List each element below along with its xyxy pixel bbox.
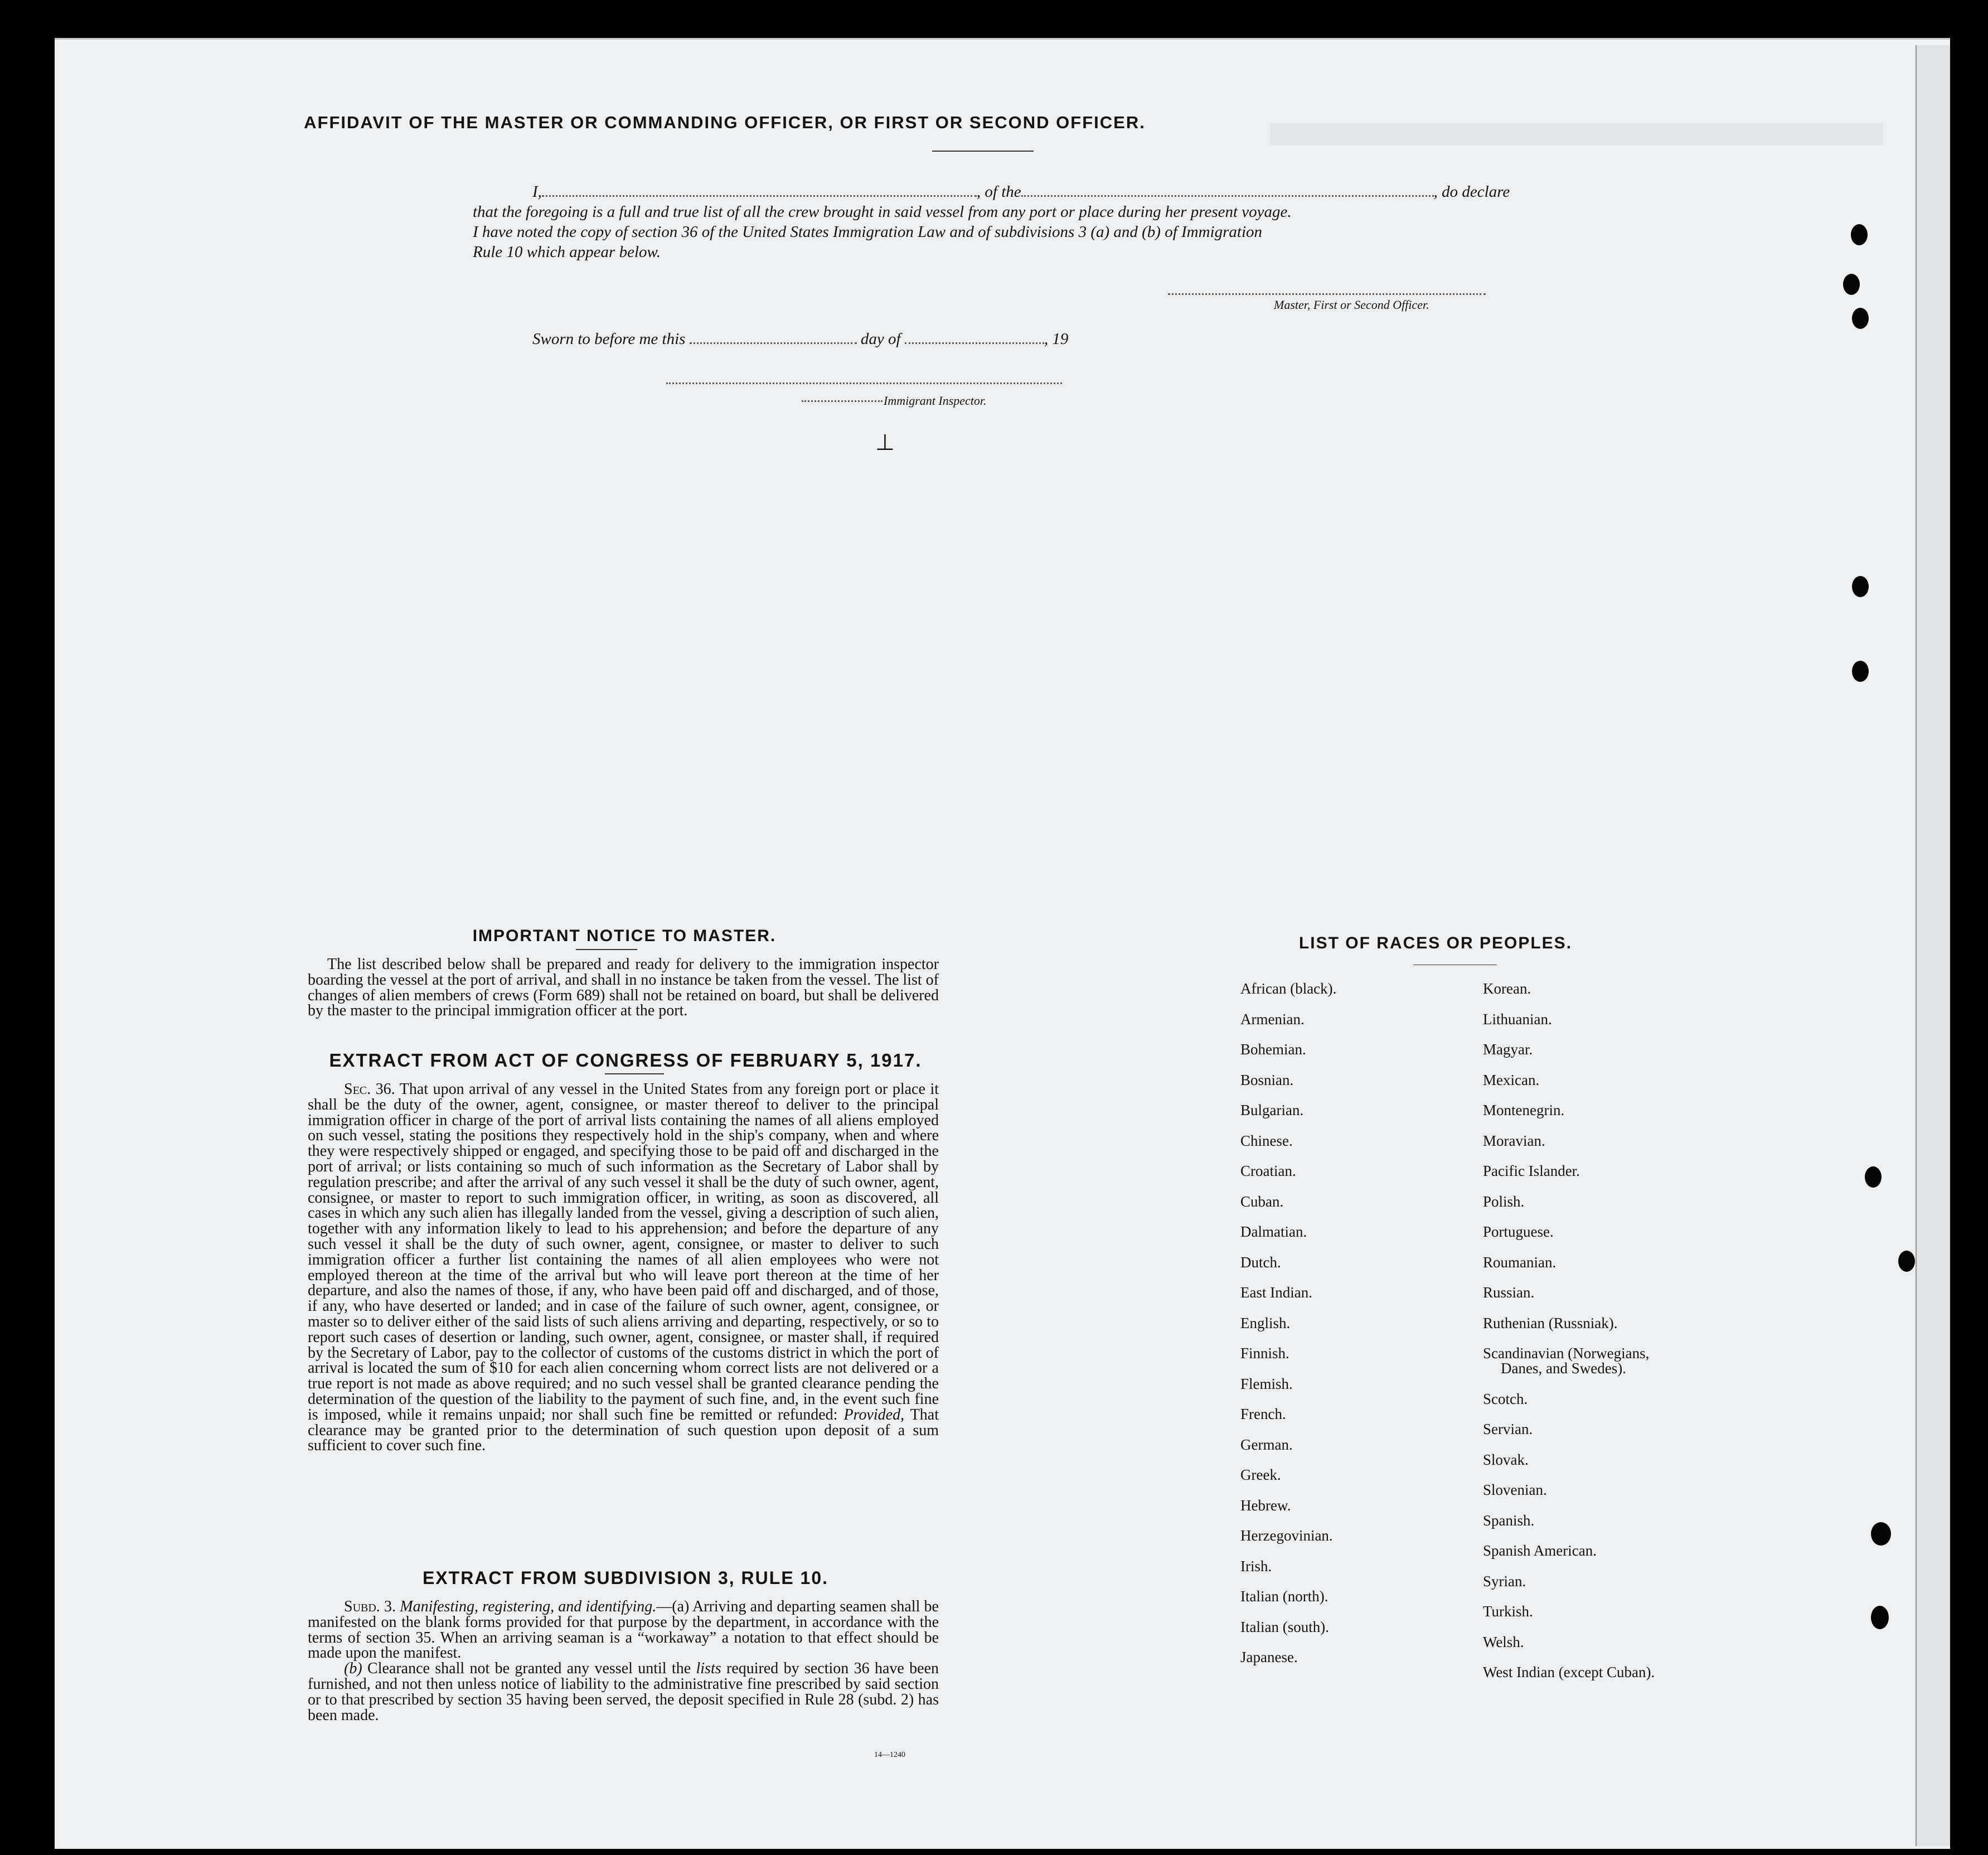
rule-paragraph-b	[308, 1661, 939, 1723]
para-b-text-2: required by section 36 have been furnished, and not then unless notice of liability to the administrative fine prescribed by said section or to that prescribed by section 35 having been served, the deposit specified in Rule 28 (subd. 2) has been made.	[308, 1660, 939, 1724]
title-underline	[932, 151, 1034, 152]
race-item: Dutch.	[1240, 1253, 1281, 1271]
affidavit-title: AFFIDAVIT OF THE MASTER OR COMMANDING OFFICER, OR FIRST OR SECOND OFFICER.	[304, 113, 1146, 132]
race-item: Croatian.	[1240, 1163, 1296, 1179]
race-item: English.	[1240, 1314, 1291, 1331]
race-item: French.	[1240, 1406, 1286, 1422]
rule-title: EXTRACT FROM SUBDIVISION 3, RULE 10.	[422, 1568, 829, 1588]
section-body: That upon arrival of any vessel in the United States from any foreign port or place it shall be the duty of the owner, agent, consignee, or master thereof to deliver to the principal immigration officer in charge of the port of arrival lists containing the names of all aliens employed on such vessel, stating the positions they respectively hold in the ship's company, when and where they were respectively shipped or engaged, and specifying those to be paid off and discharged in the port of arrival; or lists containing so much of such information as the Secretary of Labor shall by regulation prescribe; and after the arrival of any such vessel it shall be the duty of such owner, agent, consignee, or master to report to such immigration officer, in writing, as soon as discovered, all cases in which any such alien has illegally landed from the vessel, giving a description of such alien, together with any information likely to lead to his apprehension; and before the departure of any such vessel it shall be the duty of such owner, agent, consignee, or master to deliver to such immigration officer a further list containing the names of all alien employees who were not employed thereon at the time of the arrival but who will leave port thereon at the time of her departure, and also the names of those, if any, who have been paid off and discharged, and of those, if any, who have deserted or landed; and in case of the failure of such owner, agent, consignee, or master so to deliver either of the said lists of such aliens arriving and departing, respectively, or so to report such cases of desertion or landing, such owner, agent, consignee, or master shall, if required by the Secretary of Labor, pay to the collector of customs of the customs district in which the port of arrival is located the sum of $10 for each alien concerning whom correct lists are not delivered or a true report is not made as above required; and no such vessel shall be granted clearance pending the determination of the question of the liability to the payment of such fine, and, in the event such fine is imposed, while it remains unpaid; nor shall such fine be remitted or refunded:	[308, 1081, 939, 1423]
binder-hole	[1865, 1166, 1882, 1188]
declarant-label: I,	[532, 183, 542, 201]
master-signature-blank	[1168, 290, 1486, 295]
race-item: Montenegrin.	[1483, 1102, 1565, 1118]
race-item: Slovenian.	[1483, 1481, 1547, 1498]
act-title: EXTRACT FROM ACT OF CONGRESS OF FEBRUARY 5, 1917.	[329, 1050, 922, 1071]
affidavit-line-4: Rule 10 which appear below.	[473, 243, 661, 261]
race-item: African (black).	[1240, 980, 1337, 997]
race-item: Finnish.	[1240, 1345, 1289, 1362]
race-item: Welsh.	[1483, 1633, 1524, 1650]
race-item: Italian (south).	[1240, 1618, 1329, 1635]
race-item: Bosnian.	[1240, 1071, 1294, 1088]
race-item: Bohemian.	[1240, 1041, 1306, 1058]
inspector-signature-blank	[666, 379, 1062, 384]
notice-paragraph: The list described below shall be prepared and ready for delivery to the immigration inspector boarding the vessel at the port of arrival, and shall in no instance be taken from the vessel. The list of changes of alien members of crews (Form 689) shall not be retained on board, but shall be delivered by the master to the principal immigration officer at the port.	[308, 956, 939, 1020]
race-item: Turkish.	[1483, 1603, 1533, 1620]
affidavit-line-3: I have noted the copy of section 36 of the United States Immigration Law and of subdivisions 3 (a) and (b) of Immigration	[473, 223, 1263, 241]
para-a-text: —(a) Arriving and departing seamen shall be manifested on the blank forms provided for that purpose by the department, in accordance with the terms of section 35. When an arriving seaman is a “workaway” a notation to that effect should be made upon the manifest.	[308, 1598, 939, 1662]
race-item: Magyar.	[1483, 1041, 1533, 1058]
binder-hole	[1852, 661, 1869, 682]
race-item: Ruthenian (Russniak).	[1483, 1314, 1618, 1331]
race-item: Hebrew.	[1240, 1496, 1291, 1514]
race-item: Pacific Islander.	[1483, 1163, 1580, 1179]
race-item: Herzegovinian.	[1240, 1527, 1333, 1544]
race-item: Flemish.	[1240, 1375, 1293, 1392]
binder-hole	[1851, 224, 1868, 245]
page-edge-stack	[1916, 45, 1950, 1846]
rule-subdivision-3	[308, 1599, 939, 1723]
races-title: LIST OF RACES OR PEOPLES.	[1298, 934, 1573, 952]
race-item: Syrian.	[1483, 1572, 1526, 1590]
race-item: Greek.	[1240, 1466, 1281, 1483]
race-item: Russian.	[1483, 1284, 1535, 1301]
subd-heading: Manifesting, registering, and identifying.	[400, 1598, 657, 1615]
of-the-label: , of the	[976, 183, 1021, 201]
race-item: Servian.	[1483, 1421, 1533, 1437]
para-b-label: (b)	[344, 1660, 362, 1678]
binder-hole	[1852, 308, 1869, 329]
race-item: West Indian (except Cuban).	[1483, 1664, 1655, 1680]
inspector-signature-blank-short	[802, 397, 883, 402]
binder-hole	[1843, 274, 1860, 295]
day-blank	[690, 339, 857, 344]
binder-hole	[1871, 1522, 1891, 1546]
provided-word: Provided,	[843, 1406, 905, 1423]
affidavit-line-2: that the foregoing is a full and true list of all the crew brought in said vessel from any port or place during her present voyage.	[473, 203, 1292, 221]
race-item: East Indian.	[1240, 1284, 1312, 1301]
race-item: Spanish.	[1483, 1512, 1535, 1529]
act-section-36	[308, 1082, 939, 1454]
inspector-signature-label: Immigrant Inspector.	[884, 394, 987, 408]
act-paragraph	[308, 1082, 939, 1454]
binder-hole	[1871, 1606, 1889, 1629]
race-item: Moravian.	[1483, 1132, 1545, 1149]
race-item: Italian (north).	[1240, 1588, 1328, 1605]
rule-paragraph-a	[308, 1599, 939, 1661]
race-item: Scotch.	[1483, 1390, 1528, 1407]
race-item: Irish.	[1240, 1557, 1272, 1575]
race-item: Korean.	[1483, 980, 1531, 997]
sworn-label: Sworn to before me this	[532, 330, 686, 348]
race-item: Lithuanian.	[1483, 1010, 1552, 1028]
race-item: Armenian.	[1240, 1010, 1305, 1028]
sworn-line	[532, 330, 1068, 348]
race-item: Danes, and Swedes).	[1501, 1360, 1626, 1377]
pencil-tick-mark: ⊥	[875, 430, 895, 455]
section-body-end: That clearance may be granted prior to the determination of such question upon deposit of a sum sufficient to cover such fine.	[308, 1406, 939, 1455]
affidavit-line-1	[532, 183, 1510, 201]
race-item: Roumanian.	[1483, 1253, 1557, 1271]
month-blank	[905, 339, 1044, 344]
master-signature-label: Master, First or Second Officer.	[1274, 298, 1429, 312]
para-b-lists: lists	[696, 1660, 721, 1678]
year-label: , 19	[1044, 330, 1069, 348]
race-item: Cuban.	[1240, 1193, 1284, 1210]
notice-title: IMPORTANT NOTICE TO MASTER.	[472, 927, 777, 945]
race-item: Scandinavian (Norwegians,	[1483, 1345, 1650, 1362]
race-item: Chinese.	[1240, 1132, 1293, 1149]
subd-label: Subd. 3.	[344, 1598, 396, 1615]
notice-body	[308, 957, 939, 1019]
declare-label: , do declare	[1433, 183, 1510, 201]
section-label: Sec. 36.	[344, 1081, 395, 1098]
binder-hole	[1898, 1251, 1915, 1272]
race-item: Spanish American.	[1483, 1542, 1597, 1559]
para-b-text-1: Clearance shall not be granted any vessel until the	[367, 1660, 691, 1678]
race-item: Portuguese.	[1483, 1223, 1554, 1240]
day-of-label: day of	[860, 330, 901, 348]
race-item: Japanese.	[1240, 1649, 1298, 1665]
race-item: German.	[1240, 1436, 1293, 1453]
binder-hole	[1852, 576, 1869, 597]
race-item: Slovak.	[1483, 1451, 1529, 1468]
act-underline	[605, 1073, 664, 1074]
form-number: 14—1240	[874, 1751, 905, 1759]
notice-underline	[576, 949, 637, 950]
race-item: Dalmatian.	[1240, 1223, 1307, 1240]
name-blank	[542, 192, 977, 197]
vessel-blank	[1021, 192, 1434, 197]
race-item: Bulgarian.	[1240, 1102, 1304, 1118]
race-item: Polish.	[1483, 1193, 1525, 1210]
race-item: Mexican.	[1483, 1071, 1540, 1088]
